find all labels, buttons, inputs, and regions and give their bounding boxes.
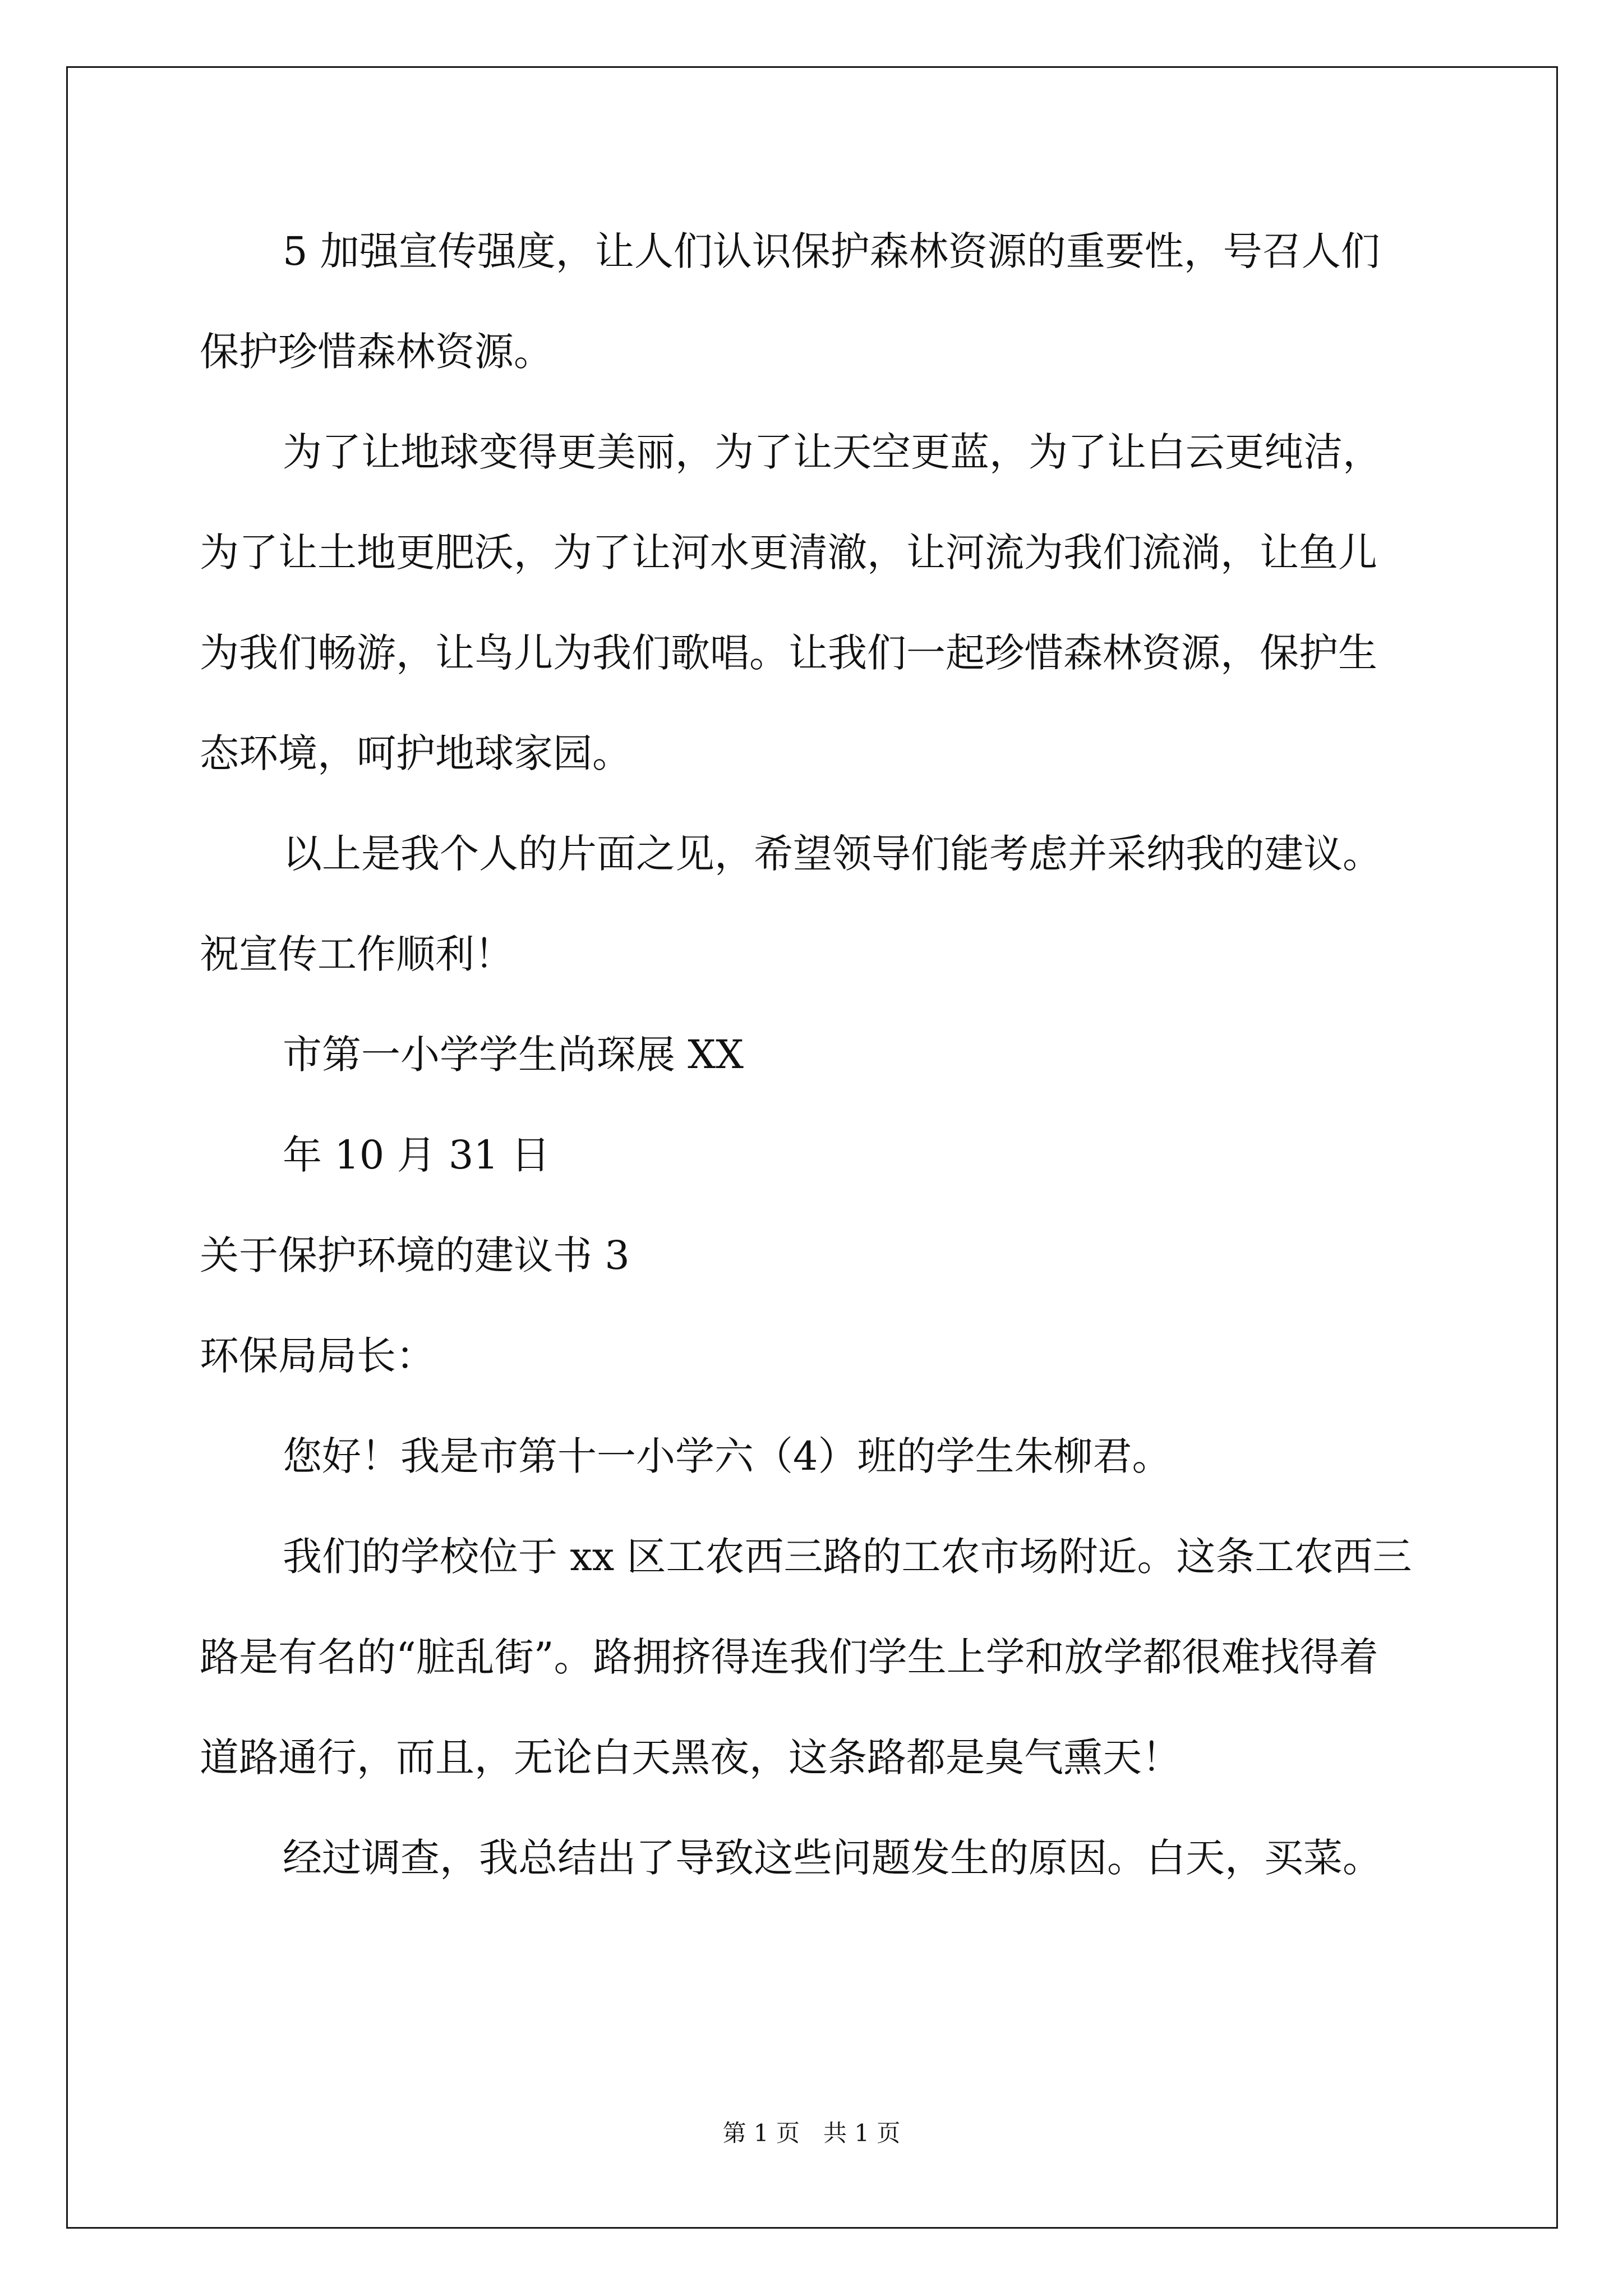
date-line: 年 10 月 31 日: [283, 1132, 551, 1178]
salutation: 环保局局长：: [200, 1333, 435, 1379]
paragraph-line: 我们的学校位于 xx 区工农西三路的工农市场附近。这条工农西三: [283, 1534, 1412, 1580]
page-footer: 第 1 页 共 1 页: [722, 2119, 901, 2147]
paragraph-line: 为了让土地更肥沃，为了让河水更清澈，让河流为我们流淌，让鱼儿: [200, 530, 1377, 576]
paragraph-line: 道路通行，而且，无论白天黑夜，这条路都是臭气熏天！: [200, 1734, 1181, 1780]
paragraph-line: 路是有名的“脏乱街”。路拥挤得连我们学生上学和放学都很难找得着: [200, 1634, 1378, 1680]
paragraph-line: 为我们畅游，让鸟儿为我们歌唱。让我们一起珍惜森林资源，保护生: [200, 630, 1377, 676]
section-title: 关于保护环境的建议书 3: [200, 1232, 630, 1278]
paragraph-line: 祝宣传工作顺利！: [200, 931, 514, 977]
paragraph-line: 以上是我个人的片面之见，希望领导们能考虑并采纳我的建议。: [283, 831, 1382, 877]
paragraph-line: 保护珍惜森林资源。: [200, 329, 553, 375]
paragraph-line: 您好！我是市第十一小学六（4）班的学生朱柳君。: [283, 1433, 1172, 1479]
paragraph-line: 态环境，呵护地球家园。: [200, 730, 631, 776]
paragraph-line: 为了让地球变得更美丽，为了让天空更蓝，为了让白云更纯洁，: [283, 429, 1382, 475]
paragraph-line: 5 加强宣传强度，让人们认识保护森林资源的重要性，号召人们: [283, 228, 1380, 274]
paragraph-line: 经过调查，我总结出了导致这些问题发生的原因。白天，买菜。: [283, 1835, 1382, 1881]
signature-line: 市第一小学学生尚琛展 XX: [283, 1032, 744, 1078]
